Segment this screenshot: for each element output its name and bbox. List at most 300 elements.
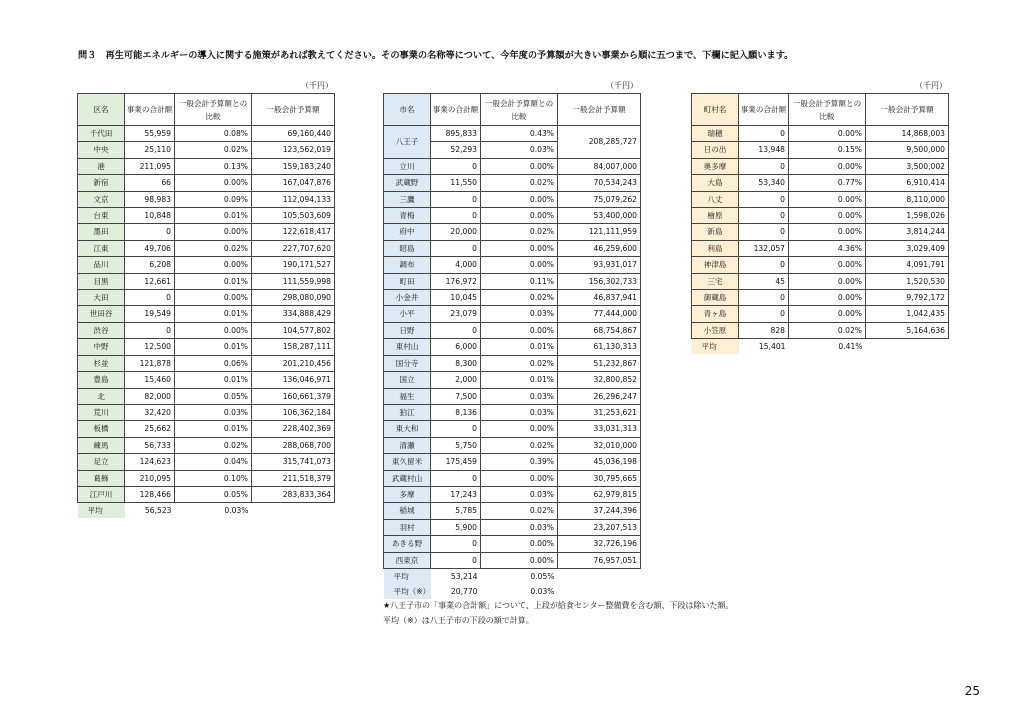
row-name: 青ヶ島 — [692, 306, 739, 322]
table-row — [78, 191, 335, 207]
row-name: 狛江 — [384, 404, 431, 420]
row-budget: 5,164,636 — [866, 322, 949, 338]
header-ward-name: 区名 — [78, 94, 125, 126]
row-name: 瑞穂 — [692, 126, 739, 142]
row-ratio: 0.00% — [789, 273, 866, 289]
row-name: 八丈 — [692, 191, 739, 207]
row-name: 新島 — [692, 224, 739, 240]
city-name-hachioji: 八王子 — [384, 126, 431, 159]
row-name: 杉並 — [78, 355, 125, 371]
average-total: 15,401 — [758, 342, 786, 352]
row-budget: 121,111,959 — [558, 224, 641, 240]
unit-label-cities: （千円） — [606, 81, 638, 90]
table-row — [78, 142, 335, 158]
row-total: 8,300 — [431, 355, 481, 371]
row-name: あきる野 — [384, 536, 431, 552]
row-name: 小笠原 — [692, 322, 739, 338]
row-ratio: 0.02% — [175, 240, 252, 256]
row-ratio: 0.00% — [789, 126, 866, 142]
row-budget: 190,171,527 — [252, 257, 335, 273]
row-ratio: 0.00% — [789, 306, 866, 322]
row-budget: 62,979,815 — [558, 486, 641, 502]
row-name: 中野 — [78, 339, 125, 355]
row-budget: 4,091,791 — [866, 257, 949, 273]
row-name: 千代田 — [78, 126, 125, 142]
table-row — [384, 372, 641, 388]
row-ratio: 0.00% — [789, 191, 866, 207]
row-total: 0 — [739, 208, 789, 224]
row-name: 文京 — [78, 191, 125, 207]
row-total: 0 — [431, 322, 481, 338]
table-row — [384, 552, 641, 568]
average-label: 平均 — [384, 568, 431, 584]
row-ratio: 0.02% — [481, 355, 558, 371]
row-ratio: 0.05% — [175, 486, 252, 502]
row-name: 奥多摩 — [692, 158, 739, 174]
row-name: 小金井 — [384, 290, 431, 306]
cities-table — [383, 93, 641, 599]
table-row — [78, 454, 335, 470]
table-row — [78, 322, 335, 338]
row-total: 7,500 — [431, 388, 481, 404]
header-ratio: 一般会計予算額との比較 — [481, 94, 558, 126]
table-row — [384, 208, 641, 224]
table-row — [384, 454, 641, 470]
row-budget: 1,042,435 — [866, 306, 949, 322]
row-ratio: 0.01% — [175, 421, 252, 437]
row-budget: 334,888,429 — [252, 306, 335, 322]
table-row — [384, 158, 641, 174]
average-total: 20,770 — [450, 586, 478, 596]
row-name: 足立 — [78, 454, 125, 470]
row-ratio: 0.08% — [175, 126, 252, 142]
row-name: 三宅 — [692, 273, 739, 289]
row-budget: 201,210,456 — [252, 355, 335, 371]
row-ratio: 0.00% — [175, 257, 252, 273]
average-label: 平均 — [78, 503, 125, 519]
row-total: 0 — [431, 552, 481, 568]
row-name: 港 — [78, 158, 125, 174]
row-name: 国立 — [384, 372, 431, 388]
row-name: 檜原 — [692, 208, 739, 224]
header-project-total: 事業の合計額 — [431, 94, 481, 126]
average-blank — [558, 568, 641, 584]
hachioji-total-lower: 52,293 — [431, 142, 481, 158]
row-ratio: 0.00% — [481, 322, 558, 338]
row-ratio: 0.00% — [175, 175, 252, 191]
row-budget: 105,503,609 — [252, 208, 335, 224]
table-row — [78, 388, 335, 404]
row-total: 0 — [739, 191, 789, 207]
row-ratio: 0.13% — [175, 158, 252, 174]
row-ratio: 0.02% — [481, 290, 558, 306]
row-total: 121,878 — [125, 355, 175, 371]
table-row — [78, 339, 335, 355]
row-total: 23,079 — [431, 306, 481, 322]
row-budget: 160,661,379 — [252, 388, 335, 404]
table-row — [692, 142, 949, 158]
row-ratio: 0.03% — [481, 388, 558, 404]
average-ratio: 0.03% — [530, 586, 555, 596]
table-row — [384, 175, 641, 191]
row-name: 立川 — [384, 158, 431, 174]
table-row — [78, 158, 335, 174]
row-total: 20,000 — [431, 224, 481, 240]
header-ratio: 一般会計予算額との比較 — [175, 94, 252, 126]
row-ratio: 0.06% — [175, 355, 252, 371]
row-ratio: 0.11% — [481, 273, 558, 289]
average-row — [384, 584, 641, 599]
row-name: 北 — [78, 388, 125, 404]
row-total: 0 — [739, 257, 789, 273]
table-row — [692, 208, 949, 224]
row-total: 56,733 — [125, 437, 175, 453]
table-row — [78, 306, 335, 322]
table-row — [78, 290, 335, 306]
row-total: 55,959 — [125, 126, 175, 142]
row-ratio: 0.05% — [175, 388, 252, 404]
row-name: 品川 — [78, 257, 125, 273]
header-town-name: 町村名 — [692, 94, 739, 126]
row-budget: 227,707,620 — [252, 240, 335, 256]
row-budget: 122,618,417 — [252, 224, 335, 240]
row-total: 0 — [431, 421, 481, 437]
row-total: 0 — [431, 240, 481, 256]
row-budget: 136,046,971 — [252, 372, 335, 388]
row-total: 128,466 — [125, 486, 175, 502]
table-row — [384, 503, 641, 519]
row-ratio: 0.02% — [175, 142, 252, 158]
row-budget: 106,362,184 — [252, 404, 335, 420]
row-total: 5,900 — [431, 519, 481, 535]
row-total: 0 — [125, 290, 175, 306]
row-total: 5,750 — [431, 437, 481, 453]
row-budget: 3,500,002 — [866, 158, 949, 174]
row-budget: 46,259,600 — [558, 240, 641, 256]
row-ratio: 0.00% — [481, 240, 558, 256]
row-total: 0 — [739, 126, 789, 142]
table-row — [78, 355, 335, 371]
row-name: 目黒 — [78, 273, 125, 289]
table-row — [78, 240, 335, 256]
row-name: 青梅 — [384, 208, 431, 224]
average-blank — [558, 584, 641, 599]
row-budget: 167,047,876 — [252, 175, 335, 191]
table-row — [692, 126, 949, 142]
row-name: 大島 — [692, 175, 739, 191]
table-row — [384, 519, 641, 535]
table-row — [384, 339, 641, 355]
row-name: 府中 — [384, 224, 431, 240]
row-name: 西東京 — [384, 552, 431, 568]
row-name: 東大和 — [384, 421, 431, 437]
row-name: 日の出 — [692, 142, 739, 158]
row-name: 渋谷 — [78, 322, 125, 338]
header-budget: 一般会計予算額 — [866, 94, 949, 126]
row-budget: 123,562,019 — [252, 142, 335, 158]
table-row — [78, 126, 335, 142]
row-total: 175,459 — [431, 454, 481, 470]
row-ratio: 0.00% — [175, 322, 252, 338]
row-budget: 8,110,000 — [866, 191, 949, 207]
table-row — [384, 257, 641, 273]
table-row — [78, 257, 335, 273]
row-ratio: 0.04% — [175, 454, 252, 470]
row-ratio: 0.03% — [481, 486, 558, 502]
row-total: 11,550 — [431, 175, 481, 191]
table-row — [692, 224, 949, 240]
row-name: 御蔵島 — [692, 290, 739, 306]
row-budget: 31,253,621 — [558, 404, 641, 420]
table-row — [384, 273, 641, 289]
row-ratio: 0.01% — [175, 306, 252, 322]
row-ratio: 4.36% — [789, 240, 866, 256]
row-budget: 6,910,414 — [866, 175, 949, 191]
row-name: 利島 — [692, 240, 739, 256]
table-row — [78, 208, 335, 224]
row-total: 12,661 — [125, 273, 175, 289]
row-total: 0 — [431, 208, 481, 224]
row-ratio: 0.03% — [481, 404, 558, 420]
row-budget: 70,534,243 — [558, 175, 641, 191]
table-row — [692, 240, 949, 256]
row-total: 15,460 — [125, 372, 175, 388]
table-row — [384, 404, 641, 420]
row-budget: 37,244,396 — [558, 503, 641, 519]
row-ratio: 0.10% — [175, 470, 252, 486]
row-budget: 68,754,867 — [558, 322, 641, 338]
row-budget: 111,559,998 — [252, 273, 335, 289]
row-ratio: 0.03% — [481, 519, 558, 535]
row-ratio: 0.02% — [789, 322, 866, 338]
header-project-total: 事業の合計額 — [739, 94, 789, 126]
hachioji-ratio-lower: 0.03% — [481, 142, 558, 158]
table-row — [78, 437, 335, 453]
table-row — [384, 486, 641, 502]
row-budget: 1,520,530 — [866, 273, 949, 289]
towns-table — [691, 93, 949, 354]
average-row — [384, 568, 641, 584]
row-budget: 32,010,000 — [558, 437, 641, 453]
row-name: 江東 — [78, 240, 125, 256]
table-row — [78, 470, 335, 486]
row-budget: 26,296,247 — [558, 388, 641, 404]
table-row — [384, 355, 641, 371]
table-row — [692, 191, 949, 207]
row-total: 0 — [431, 470, 481, 486]
row-name: 武蔵野 — [384, 175, 431, 191]
average-row — [78, 503, 335, 519]
row-total: 4,000 — [431, 257, 481, 273]
row-budget: 14,868,003 — [866, 126, 949, 142]
row-ratio: 0.01% — [175, 273, 252, 289]
table-row — [384, 437, 641, 453]
row-name: 江戸川 — [78, 486, 125, 502]
row-ratio: 0.09% — [175, 191, 252, 207]
row-budget: 53,400,000 — [558, 208, 641, 224]
row-total: 49,706 — [125, 240, 175, 256]
row-name: 多摩 — [384, 486, 431, 502]
unit-label-wards: （千円） — [301, 81, 333, 90]
row-name: 国分寺 — [384, 355, 431, 371]
row-budget: 23,207,513 — [558, 519, 641, 535]
row-total: 5,785 — [431, 503, 481, 519]
row-total: 0 — [739, 306, 789, 322]
hachioji-budget: 208,285,727 — [558, 126, 641, 159]
average-total: 53,214 — [450, 571, 478, 581]
row-budget: 3,029,409 — [866, 240, 949, 256]
row-total: 25,662 — [125, 421, 175, 437]
header-project-total: 事業の合計額 — [125, 94, 175, 126]
row-ratio: 0.00% — [789, 224, 866, 240]
row-name: 町田 — [384, 273, 431, 289]
row-budget: 9,792,172 — [866, 290, 949, 306]
row-total: 0 — [739, 290, 789, 306]
row-name: 荒川 — [78, 404, 125, 420]
header-budget: 一般会計予算額 — [252, 94, 335, 126]
row-ratio: 0.02% — [481, 503, 558, 519]
row-budget: 32,726,196 — [558, 536, 641, 552]
table-row — [692, 257, 949, 273]
row-ratio: 0.03% — [481, 306, 558, 322]
average-ratio: 0.41% — [838, 342, 863, 352]
row-total: 0 — [431, 158, 481, 174]
average-label: 平均 — [692, 339, 739, 355]
row-name: 練馬 — [78, 437, 125, 453]
row-ratio: 0.00% — [789, 208, 866, 224]
row-name: 豊島 — [78, 372, 125, 388]
row-budget: 75,079,262 — [558, 191, 641, 207]
row-ratio: 0.00% — [481, 536, 558, 552]
table-row — [384, 388, 641, 404]
row-ratio: 0.02% — [481, 224, 558, 240]
row-budget: 84,007,000 — [558, 158, 641, 174]
row-budget: 76,957,051 — [558, 552, 641, 568]
table-row — [692, 322, 949, 338]
row-name: 東久留米 — [384, 454, 431, 470]
table-row — [78, 486, 335, 502]
row-ratio: 0.00% — [481, 191, 558, 207]
row-budget: 288,068,700 — [252, 437, 335, 453]
row-name: 日野 — [384, 322, 431, 338]
row-total: 10,045 — [431, 290, 481, 306]
row-budget: 45,036,198 — [558, 454, 641, 470]
table-row — [384, 470, 641, 486]
row-total: 19,549 — [125, 306, 175, 322]
table-row — [384, 240, 641, 256]
table-row — [384, 290, 641, 306]
row-budget: 298,080,090 — [252, 290, 335, 306]
row-ratio: 0.02% — [481, 437, 558, 453]
table-row — [78, 273, 335, 289]
row-ratio: 0.00% — [481, 208, 558, 224]
row-total: 45 — [739, 273, 789, 289]
row-total: 82,000 — [125, 388, 175, 404]
row-ratio: 0.01% — [481, 339, 558, 355]
row-name: 羽村 — [384, 519, 431, 535]
row-name: 世田谷 — [78, 306, 125, 322]
row-total: 828 — [739, 322, 789, 338]
row-total: 0 — [431, 191, 481, 207]
row-name: 神津島 — [692, 257, 739, 273]
row-ratio: 0.01% — [175, 372, 252, 388]
table-row — [692, 290, 949, 306]
row-total: 8,136 — [431, 404, 481, 420]
table-row — [384, 306, 641, 322]
row-total: 124,623 — [125, 454, 175, 470]
row-budget: 3,814,244 — [866, 224, 949, 240]
row-budget: 156,302,733 — [558, 273, 641, 289]
row-ratio: 0.00% — [481, 552, 558, 568]
row-total: 0 — [739, 158, 789, 174]
row-budget: 33,031,313 — [558, 421, 641, 437]
row-name: 清瀬 — [384, 437, 431, 453]
row-name: 葛飾 — [78, 470, 125, 486]
header-ratio: 一般会計予算額との比較 — [789, 94, 866, 126]
row-ratio: 0.15% — [789, 142, 866, 158]
row-budget: 1,598,026 — [866, 208, 949, 224]
average-row — [692, 339, 949, 355]
table-row — [692, 158, 949, 174]
header-budget: 一般会計予算額 — [558, 94, 641, 126]
table-row — [384, 191, 641, 207]
row-name: 大田 — [78, 290, 125, 306]
row-name: 東村山 — [384, 339, 431, 355]
table-row — [78, 372, 335, 388]
average-total: 56,523 — [144, 506, 172, 516]
row-name: 中央 — [78, 142, 125, 158]
row-ratio: 0.00% — [481, 470, 558, 486]
table-row — [692, 306, 949, 322]
table-row — [384, 421, 641, 437]
row-ratio: 0.02% — [481, 175, 558, 191]
row-total: 13,948 — [739, 142, 789, 158]
average-label: 平均（※） — [384, 584, 431, 599]
row-total: 53,340 — [739, 175, 789, 191]
table-row — [384, 322, 641, 338]
footnote-hachioji: ★八王子市の「事業の合計額」について、上段が給食センター整備費を含む額、下段は除いた額。 — [383, 601, 734, 610]
row-budget: 158,287,111 — [252, 339, 335, 355]
row-total: 211,095 — [125, 158, 175, 174]
table-row — [692, 273, 949, 289]
row-name: 昭島 — [384, 240, 431, 256]
row-budget: 228,402,369 — [252, 421, 335, 437]
row-ratio: 0.01% — [175, 339, 252, 355]
row-budget: 32,800,852 — [558, 372, 641, 388]
row-ratio: 0.00% — [789, 158, 866, 174]
row-budget: 46,837,941 — [558, 290, 641, 306]
row-total: 10,848 — [125, 208, 175, 224]
row-total: 32,420 — [125, 404, 175, 420]
average-ratio: 0.03% — [224, 506, 249, 516]
row-ratio: 0.03% — [175, 404, 252, 420]
row-budget: 211,518,379 — [252, 470, 335, 486]
row-ratio: 0.00% — [481, 158, 558, 174]
row-total: 6,208 — [125, 257, 175, 273]
row-total: 0 — [739, 224, 789, 240]
row-name: 小平 — [384, 306, 431, 322]
hachioji-ratio-upper: 0.43% — [481, 126, 558, 142]
row-total: 0 — [125, 224, 175, 240]
table-row — [78, 421, 335, 437]
average-blank — [252, 503, 335, 519]
table-row — [692, 175, 949, 191]
row-ratio: 0.00% — [175, 290, 252, 306]
row-total: 0 — [431, 536, 481, 552]
row-budget: 112,094,133 — [252, 191, 335, 207]
row-ratio: 0.01% — [481, 372, 558, 388]
row-budget: 93,931,017 — [558, 257, 641, 273]
